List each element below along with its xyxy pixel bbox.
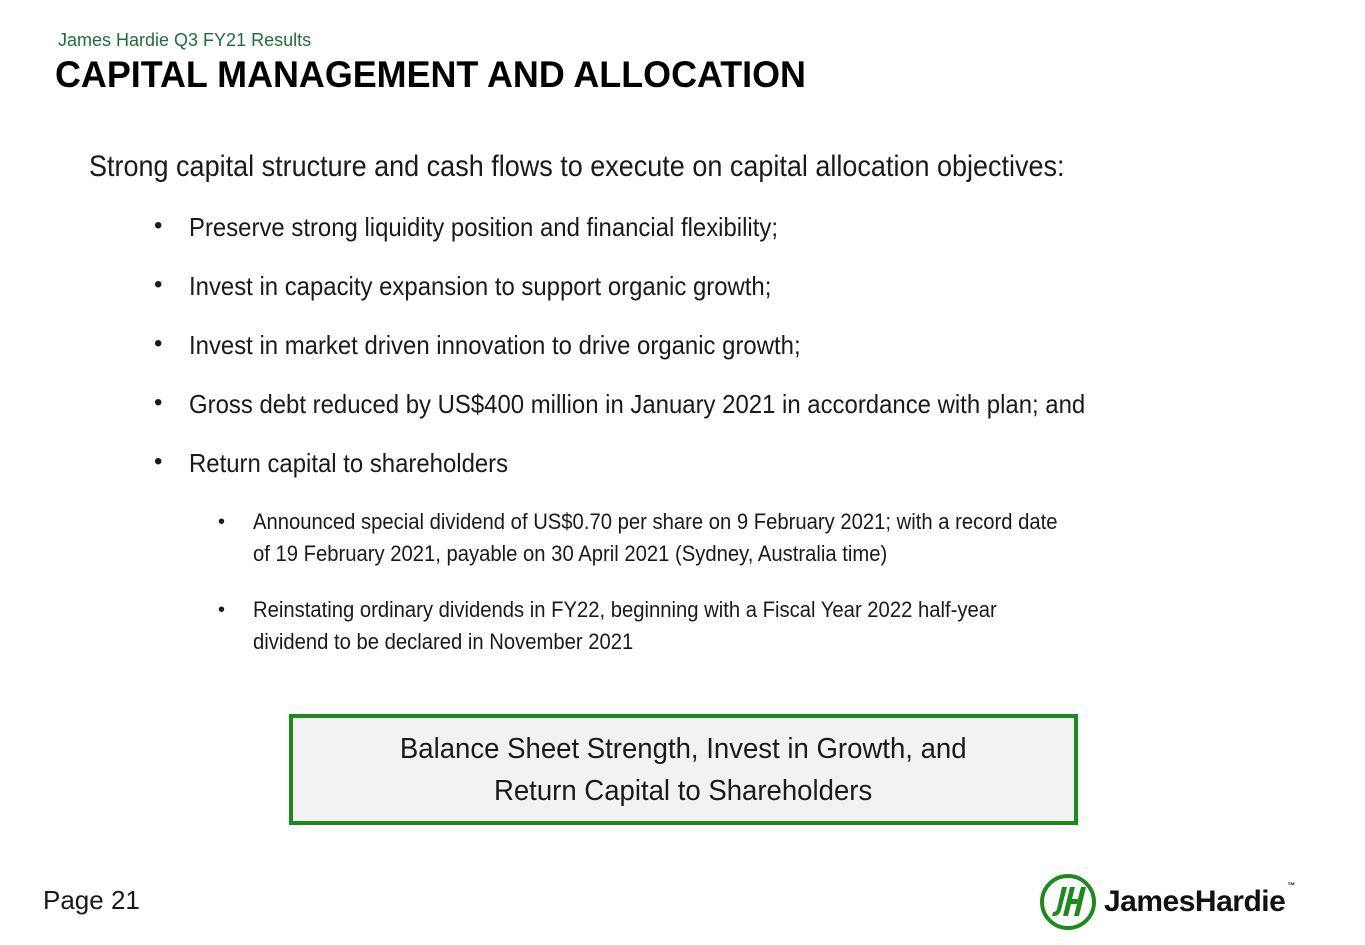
list-item	[154, 212, 1304, 271]
list-item	[154, 271, 1304, 330]
bullet-icon: •	[154, 271, 163, 298]
list-item-text: Preserve strong liquidity position and financial flexibility;	[189, 212, 779, 242]
slide-title: CAPITAL MANAGEMENT AND ALLOCATION	[55, 54, 806, 95]
trademark-symbol: ™	[1287, 881, 1295, 890]
sub-list-item-line: Announced special dividend of US$0.70 per share on 9 February 2021; with a record date	[253, 509, 1058, 534]
presentation-subtitle: James Hardie Q3 FY21 Results	[58, 30, 312, 50]
company-logo	[1040, 872, 1335, 932]
list-item	[154, 389, 1304, 448]
dividend-sub-list	[218, 506, 1278, 682]
callout-line: Balance Sheet Strength, Invest in Growth, and	[400, 732, 967, 765]
bullet-icon: •	[218, 511, 226, 533]
list-item-text: Gross debt reduced by US$400 million in January 2021 in accordance with plan; and	[189, 389, 1086, 419]
objective-list	[154, 212, 1304, 507]
bullet-icon: •	[154, 212, 163, 239]
list-item-text: Invest in capacity expansion to support organic growth;	[189, 271, 772, 301]
sub-list-item-line: of 19 February 2021, payable on 30 April 2021 (Sydney, Australia time)	[253, 541, 888, 566]
callout-box	[289, 714, 1078, 825]
intro-text: Strong capital structure and cash flows to execute on capital allocation objectives:	[89, 150, 1065, 183]
james-hardie-logo-icon	[1040, 874, 1096, 930]
list-item	[154, 448, 1304, 507]
sub-list-item	[218, 594, 1278, 682]
list-item-text: Invest in market driven innovation to drive organic growth;	[189, 330, 801, 360]
sub-list-item-text	[253, 594, 1247, 658]
bullet-icon: •	[154, 330, 163, 357]
callout-line: Return Capital to Shareholders	[494, 774, 873, 807]
bullet-icon: •	[154, 448, 163, 475]
list-item-text: Return capital to shareholders	[189, 448, 509, 478]
page-number: Page 21	[43, 885, 140, 915]
sub-list-item-line: dividend to be declared in November 2021	[253, 629, 634, 654]
bullet-icon: •	[154, 389, 163, 416]
list-item	[154, 330, 1304, 389]
sub-list-item-line: Reinstating ordinary dividends in FY22, beginning with a Fiscal Year 2022 half-year	[253, 597, 997, 622]
logo-wordmark-text: JamesHardie	[1104, 885, 1286, 918]
sub-list-item	[218, 506, 1278, 594]
logo-wordmark	[1104, 881, 1295, 919]
bullet-icon: •	[218, 599, 226, 621]
sub-list-item-text	[253, 506, 1247, 570]
